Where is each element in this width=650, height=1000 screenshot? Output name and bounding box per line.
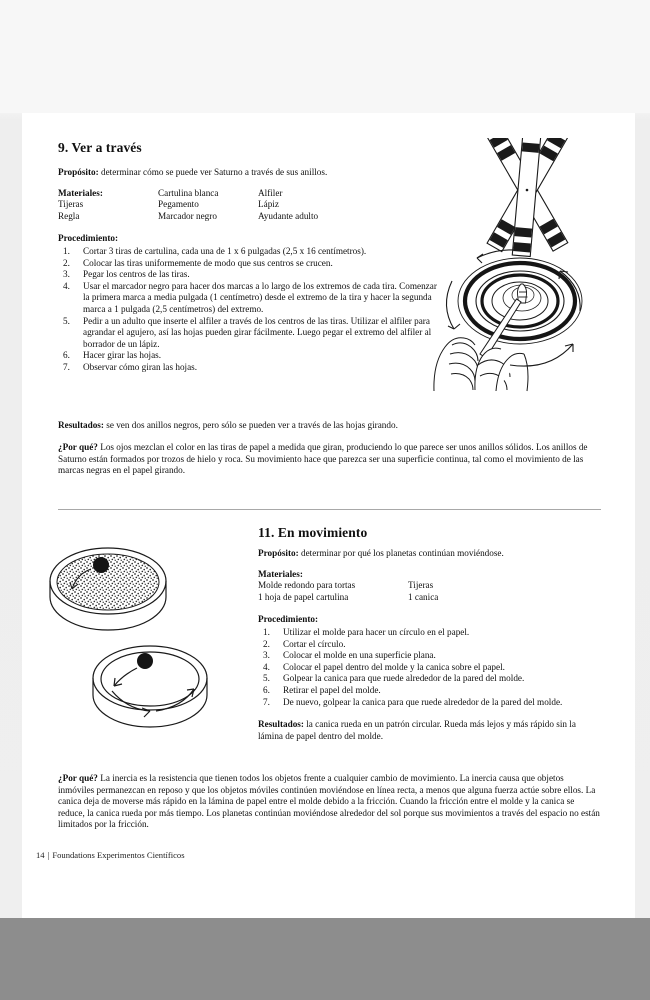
procedure-step: Colocar el papel dentro del molde y la canica sobre el papel. xyxy=(283,661,505,672)
section-9-why-text: Los ojos mezclan el color en las tiras de papel a medida que giran, produciendo lo que parece ser unos anillos sólidos. Los anillos de Saturno están formados por trozos de hielo y roca. Su movimiento hace que parezca ser una superficie continua, tal como el movimiento de las marcas negras en el papel girando. xyxy=(58,442,588,476)
section-9-materials-list xyxy=(58,188,443,223)
document-page xyxy=(22,113,635,918)
procedure-step: De nuevo, golpear la canica para que ruede alrededor de la pared del molde. xyxy=(283,696,563,707)
section-11-purpose xyxy=(258,548,601,560)
section-9-purpose-text: determinar cómo se puede ver Saturno a través de sus anillos. xyxy=(98,167,328,177)
section-9-procedure-list xyxy=(58,246,443,374)
material-item: Marcador negro xyxy=(158,210,217,221)
material-item: Pegamento xyxy=(158,199,199,210)
section-9-title: 9. Ver a través xyxy=(58,140,142,155)
procedure-step: Pegar los centros de las tiras. xyxy=(83,269,190,280)
closing-why-text: La inercia es la resistencia que tienen todos los objetos frente a cualquier cambio de movimiento. La inercia causa que objetos inmóviles permanezcan en reposo y que los objetos móviles continúen moviéndose en línea recta, a menos que alguna fuerza actúe sobre ellos. La canica deja de moverse más rápido en la lámina de papel entre el molde debido a la fricción. Cuando la fricción entre el molde y la canica se reduce, la canica rueda por más tiempo. Los planetas continúan moviéndose alrededor del sol porque sus movimientos a través del espacio no están limitados por la fricción. xyxy=(58,773,600,830)
procedure-step: Colocar las tiras uniformemente de modo que sus centros se crucen. xyxy=(83,257,333,268)
page-footer xyxy=(36,850,185,860)
section-11-materials-list xyxy=(258,569,601,604)
procedure-step: Utilizar el molde para hacer un círculo en el papel. xyxy=(283,626,470,637)
material-item: Molde redondo para tortas xyxy=(258,580,356,591)
material-item: Tijeras xyxy=(408,580,434,591)
material-item: 1 hoja de papel cartulina xyxy=(258,591,349,602)
section-11-procedure-label: Procedimiento: xyxy=(258,614,319,625)
procedure-step: Usar el marcador negro para hacer dos marcas a lo largo de los extremos de cada tira. Comenzar la primera marca a media pulgada (1 centímetro) desde el extremo de la tira y hacer la segunda marca a 1 pulgada (2,5 centímetros) del extremo. xyxy=(83,280,437,314)
procedure-step: Cortar 3 tiras de cartulina, cada una de 1 x 6 pulgadas (2,5 x 16 centímetros). xyxy=(83,245,367,256)
material-item: Lápiz xyxy=(258,199,279,210)
section-9-ver-a-traves xyxy=(58,140,443,374)
material-item: 1 canica xyxy=(408,591,439,602)
material-item: Cartulina blanca xyxy=(158,187,219,198)
section-11-results xyxy=(258,719,601,742)
material-item: Alfiler xyxy=(258,187,283,198)
section-9-purpose-label: Propósito: xyxy=(58,167,99,177)
procedure-step: Colocar el molde en una superficie plana. xyxy=(283,650,436,661)
footer-book-title: Foundations Experimentos Científicos xyxy=(52,850,185,860)
section-9-why-label: ¿Por qué? xyxy=(58,442,98,452)
procedure-step: Observar cómo giran las hojas. xyxy=(83,361,198,372)
section-9-purpose xyxy=(58,167,443,179)
footer-separator: | xyxy=(47,850,50,860)
section-11-results-label: Resultados: xyxy=(258,719,304,730)
spinning-paper-strips-saturn-rings-illustration xyxy=(422,138,632,398)
section-11-procedure-list xyxy=(258,627,601,708)
procedure-step: Cortar el círculo. xyxy=(283,638,346,649)
section-11-purpose-label: Propósito: xyxy=(258,548,299,558)
footer-page-number: 14 xyxy=(36,850,45,860)
closing-why-label: ¿Por qué? xyxy=(58,773,98,783)
page-backdrop-top xyxy=(0,0,650,113)
section-11-title: 11. En movimiento xyxy=(258,525,368,540)
section-9-results-text: se ven dos anillos negros, pero sólo se pueden ver a través de las hojas girando. xyxy=(103,420,398,430)
section-9-results-label: Resultados: xyxy=(58,420,104,430)
cake-pan-marble-inertia-illustration xyxy=(32,513,237,748)
material-item: Ayudante adulto xyxy=(258,210,319,221)
material-item: Tijeras xyxy=(58,199,84,210)
procedure-step: Pedir a un adulto que inserte el alfiler a través de los centros de las tiras. Utilizar el alfiler para agrandar el agujero, así las hojas pueden girar fácilmente. Luego pegar el extremo del alfiler al borrador de un lápiz. xyxy=(83,315,432,349)
procedure-step: Hacer girar las hojas. xyxy=(83,350,162,361)
section-9-procedure-label: Procedimiento: xyxy=(58,233,119,244)
section-11-en-movimiento xyxy=(258,525,601,742)
materials-label: Materiales: xyxy=(58,187,103,198)
section-divider xyxy=(58,509,601,510)
section-9-why xyxy=(58,442,601,477)
section-11-purpose-text: determinar por qué los planetas continúan moviéndose. xyxy=(298,548,504,558)
closing-why-paragraph xyxy=(58,773,601,831)
materials-label: Materiales: xyxy=(258,568,303,579)
page-backdrop-bottom xyxy=(0,918,650,1000)
procedure-step: Golpear la canica para que ruede alrededor de la pared del molde. xyxy=(283,673,525,684)
section-9-results xyxy=(58,420,601,432)
material-item: Regla xyxy=(58,210,80,221)
procedure-step: Retirar el papel del molde. xyxy=(283,684,381,695)
section-11-results-text: la canica rueda en un patrón circular. Rueda más lejos y más rápido sin la lámina de papel dentro del molde. xyxy=(258,719,576,741)
